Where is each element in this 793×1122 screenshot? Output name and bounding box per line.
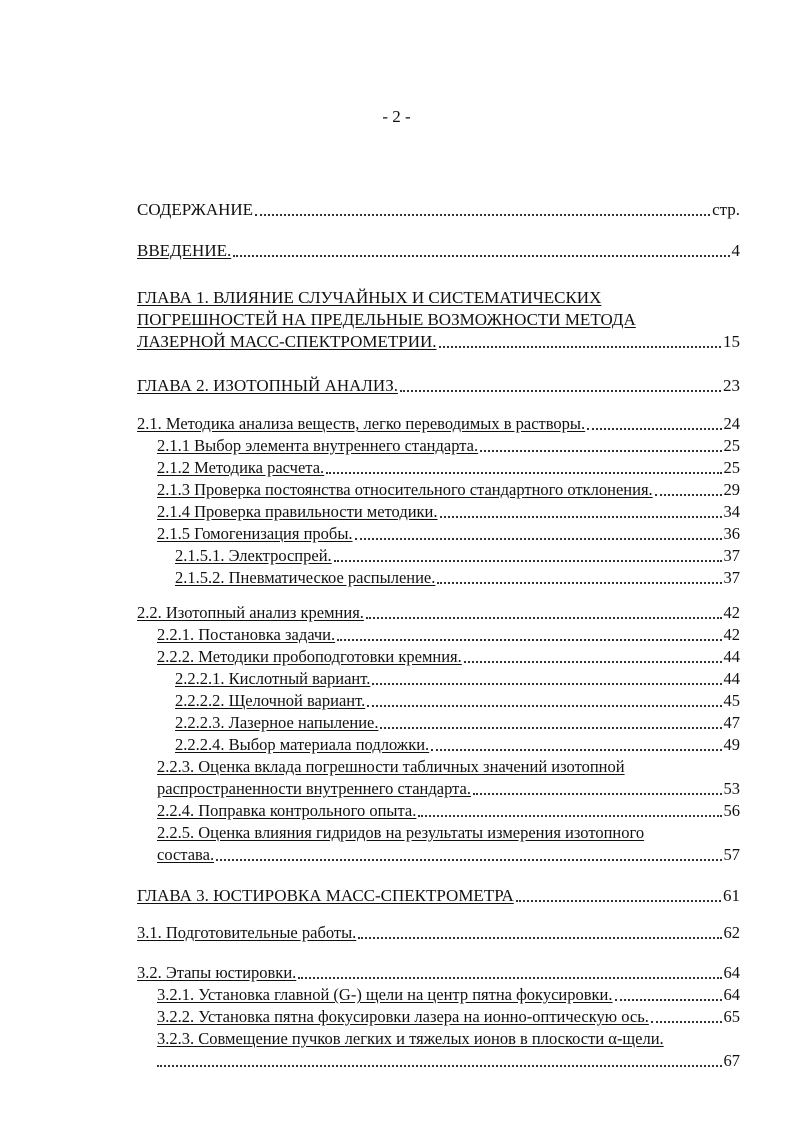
- toc-entry-2-2-2-2[interactable]: [175, 691, 740, 711]
- toc-entry-3-2-2[interactable]: [157, 1007, 740, 1027]
- leader-dots: [298, 977, 721, 979]
- leader-dots: [355, 538, 722, 540]
- toc-page: 65: [723, 1007, 740, 1026]
- toc-page: 15: [723, 332, 740, 351]
- toc-entry-2-1-5[interactable]: [157, 524, 740, 544]
- toc-title: 2.1.4 Проверка правильности методики.: [157, 502, 438, 521]
- leader-dots: [473, 793, 722, 795]
- leader-dots: [334, 560, 722, 562]
- toc-page: 49: [723, 735, 740, 754]
- toc-title: 3.1. Подготовительные работы.: [137, 923, 357, 942]
- toc-entry-2-2[interactable]: [137, 603, 740, 623]
- toc-page: 4: [731, 241, 740, 260]
- toc-entry-2-2-3[interactable]: [157, 779, 740, 799]
- toc-title: 2.2.2.4. Выбор материала подложки.: [175, 735, 430, 754]
- toc-page: 23: [723, 376, 740, 395]
- toc-page: 37: [723, 546, 740, 565]
- toc-title: 2.1.3 Проверка постоянства относительного стандартного отклонения.: [157, 480, 653, 499]
- toc-title: распространенности внутреннего стандарта.: [157, 779, 471, 798]
- toc-entry-2-1-2[interactable]: [157, 458, 740, 478]
- toc-entry-3-2-3-line1[interactable]: 3.2.3. Совмещение пучков легких и тяжелых ионов в плоскости α-щели.: [157, 1029, 664, 1048]
- leader-dots: [431, 749, 721, 751]
- toc-title: 2.1. Методика анализа веществ, легко переводимых в растворы.: [137, 414, 586, 433]
- toc-entry-2-1-5-1[interactable]: [175, 546, 740, 566]
- toc-entry-2-1-1[interactable]: [157, 436, 740, 456]
- toc-page: 67: [723, 1051, 740, 1070]
- leader-dots: [233, 255, 729, 257]
- toc-entry-3-2[interactable]: [137, 963, 740, 983]
- toc-title: 2.1.1 Выбор элемента внутреннего стандарта.: [157, 436, 479, 455]
- toc-page: 44: [723, 647, 740, 666]
- leader-dots: [651, 1021, 722, 1023]
- toc-page: 37: [723, 568, 740, 587]
- leader-dots: [326, 472, 721, 474]
- toc-page: 42: [723, 603, 740, 622]
- toc-entry-3-2-1[interactable]: [157, 985, 740, 1005]
- toc-entry-2-2-2-4[interactable]: [175, 735, 740, 755]
- toc-entry-2-1-4[interactable]: [157, 502, 740, 522]
- toc-title: ЛАЗЕРНОЙ МАСС-СПЕКТРОМЕТРИИ.: [137, 332, 437, 351]
- leader-dots: [615, 999, 722, 1001]
- leader-dots: [437, 582, 721, 584]
- toc-page: 34: [723, 502, 740, 521]
- toc-page: 29: [723, 480, 740, 499]
- toc-page: 44: [723, 669, 740, 688]
- toc-entry-2-2-5-line1[interactable]: 2.2.5. Оценка влияния гидридов на результаты измерения изотопного: [157, 823, 645, 842]
- toc-title: ГЛАВА 3. ЮСТИРОВКА МАСС-СПЕКТРОМЕТРА: [137, 886, 514, 905]
- toc-page: 24: [723, 414, 740, 433]
- toc-page: 36: [723, 524, 740, 543]
- toc-entry-ch1[interactable]: [137, 332, 740, 352]
- toc-page: 64: [723, 963, 740, 982]
- toc-entry-ch3[interactable]: [137, 886, 740, 906]
- leader-dots: [372, 683, 721, 685]
- leader-dots: [380, 727, 721, 729]
- leader-dots: [480, 450, 721, 452]
- toc-page: 25: [723, 436, 740, 455]
- toc-title: состава.: [157, 845, 215, 864]
- leader-dots: [655, 494, 722, 496]
- toc-entry-ch2[interactable]: [137, 376, 740, 396]
- leader-dots: [440, 516, 722, 518]
- toc-title: 2.2.2. Методики пробоподготовки кремния.: [157, 647, 462, 666]
- toc-page: 42: [723, 625, 740, 644]
- toc-page: 61: [723, 886, 740, 905]
- toc-entry-ch1-line2[interactable]: ПОГРЕШНОСТЕЙ НА ПРЕДЕЛЬНЫЕ ВОЗМОЖНОСТИ МЕТОДА: [137, 310, 636, 329]
- toc-title: 3.2.2. Установка пятна фокусировки лазера на ионно-оптическую ось.: [157, 1007, 649, 1026]
- toc-page: 47: [723, 713, 740, 732]
- page-number: - 2 -: [382, 107, 411, 126]
- leader-dots: [337, 639, 721, 641]
- toc-entry-2-2-2[interactable]: [157, 647, 740, 667]
- toc-entry-2-1-5-2[interactable]: [175, 568, 740, 588]
- toc-entry-2-2-4[interactable]: [157, 801, 740, 821]
- toc-title: 2.2.2.2. Щелочной вариант.: [175, 691, 366, 710]
- leader-dots: [418, 815, 721, 817]
- toc-page: 62: [723, 923, 740, 942]
- toc-entry-contents[interactable]: [137, 200, 740, 220]
- leader-dots: [367, 705, 721, 707]
- leader-dots: [157, 1065, 722, 1067]
- toc-title: ВВЕДЕНИЕ.: [137, 241, 232, 260]
- toc-title: 2.2.1. Постановка задачи.: [157, 625, 336, 644]
- leader-dots: [216, 859, 721, 861]
- toc-title: 2.1.5.1. Электроспрей.: [175, 546, 332, 565]
- toc-entry-2-2-2-1[interactable]: [175, 669, 740, 689]
- leader-dots: [255, 214, 710, 216]
- toc-title: 2.1.2 Методика расчета.: [157, 458, 325, 477]
- toc-entry-2-2-1[interactable]: [157, 625, 740, 645]
- toc-entry-intro[interactable]: [137, 241, 740, 261]
- toc-entry-2-1-3[interactable]: [157, 480, 740, 500]
- leader-dots: [439, 346, 721, 348]
- leader-dots: [358, 937, 721, 939]
- toc-page: 56: [723, 801, 740, 820]
- toc-title: 3.2.1. Установка главной (G-) щели на центр пятна фокусировки.: [157, 985, 613, 1004]
- toc-page: стр.: [712, 200, 740, 219]
- toc-title: 3.2. Этапы юстировки.: [137, 963, 297, 982]
- leader-dots: [366, 617, 722, 619]
- toc-entry-3-2-3[interactable]: [157, 1051, 740, 1071]
- toc-entry-ch1-line1[interactable]: ГЛАВА 1. ВЛИЯНИЕ СЛУЧАЙНЫХ И СИСТЕМАТИЧЕСКИХ: [137, 288, 602, 307]
- toc-title: 2.2.4. Поправка контрольного опыта.: [157, 801, 417, 820]
- leader-dots: [400, 390, 721, 392]
- leader-dots: [464, 661, 722, 663]
- toc-page: 45: [723, 691, 740, 710]
- leader-dots: [516, 900, 721, 902]
- toc-entry-2-2-3-line1[interactable]: 2.2.3. Оценка вклада погрешности табличных значений изотопной: [157, 757, 625, 776]
- toc-page: 25: [723, 458, 740, 477]
- toc-title: ГЛАВА 2. ИЗОТОПНЫЙ АНАЛИЗ.: [137, 376, 398, 395]
- toc-entry-3-1[interactable]: [137, 923, 740, 943]
- toc-title: 2.2. Изотопный анализ кремния.: [137, 603, 364, 622]
- toc-title: 2.1.5 Гомогенизация пробы.: [157, 524, 353, 543]
- toc-title: 2.2.2.1. Кислотный вариант.: [175, 669, 371, 688]
- toc-title: СОДЕРЖАНИЕ: [137, 200, 254, 219]
- toc-page: 64: [723, 985, 740, 1004]
- toc-title: 2.1.5.2. Пневматическое распыление.: [175, 568, 436, 587]
- toc-entry-2-2-5[interactable]: [157, 845, 740, 865]
- toc-entry-2-2-2-3[interactable]: [175, 713, 740, 733]
- toc-entry-2-1[interactable]: [137, 414, 740, 434]
- toc-page: 57: [723, 845, 740, 864]
- toc-title: 2.2.2.3. Лазерное напыление.: [175, 713, 379, 732]
- toc-page: 53: [723, 779, 740, 798]
- leader-dots: [587, 428, 721, 430]
